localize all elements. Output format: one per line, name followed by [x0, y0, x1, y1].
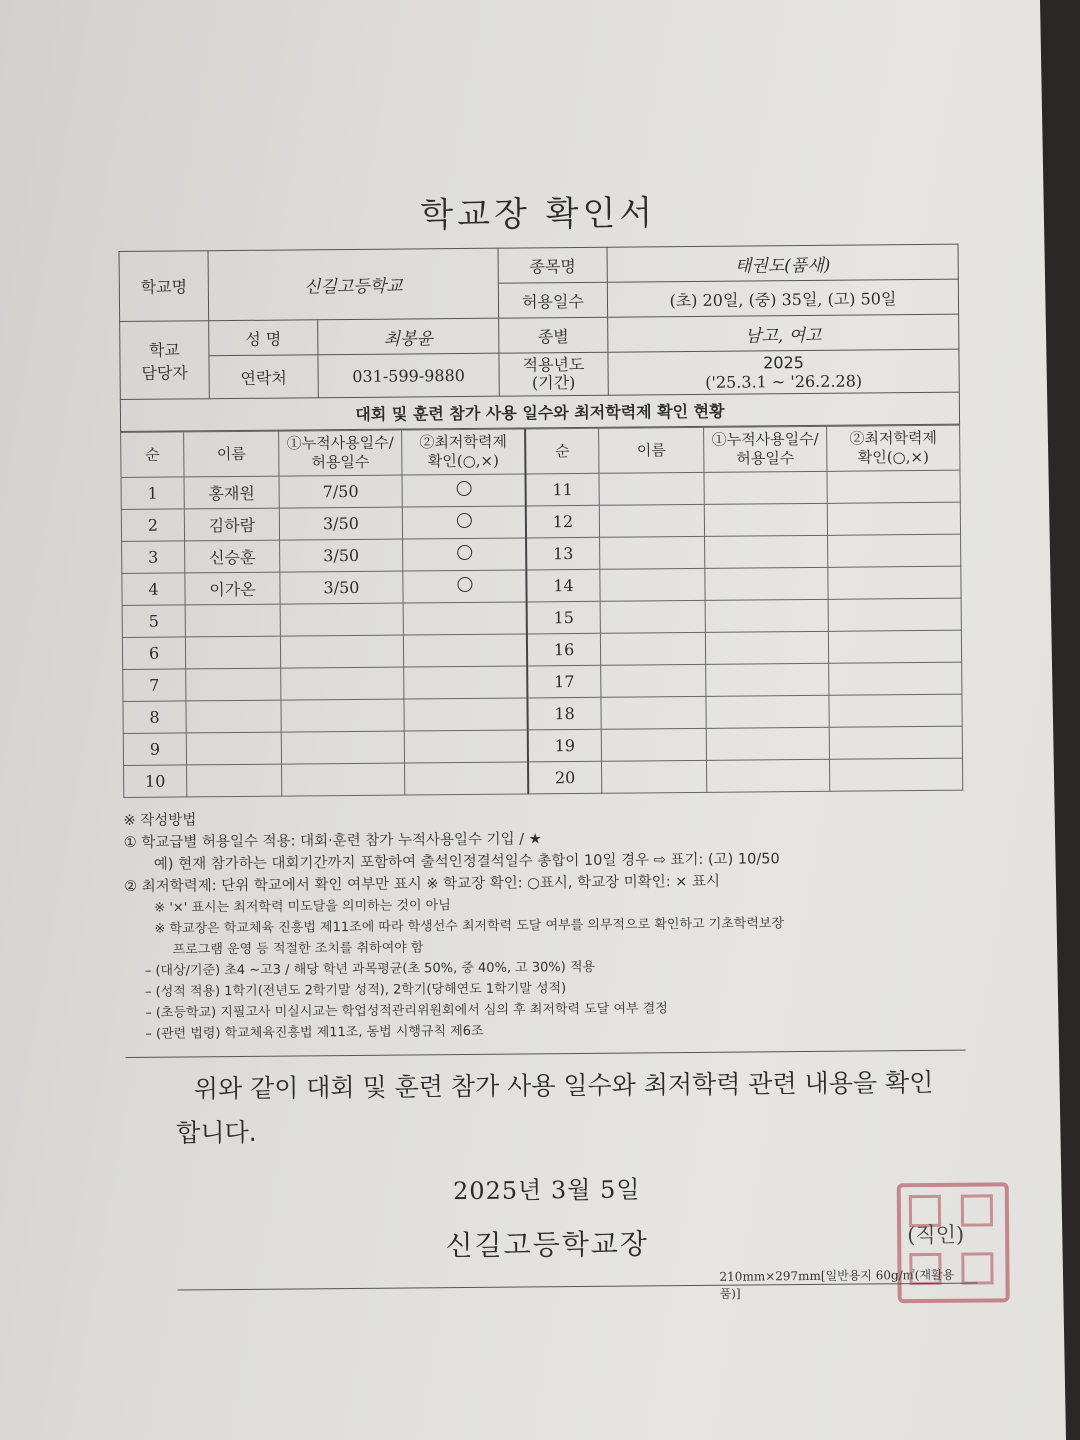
- roster-name-right: [600, 568, 705, 601]
- school-value: 신길고등학교: [208, 248, 499, 321]
- roster-name: [185, 636, 280, 669]
- roster-check: [403, 634, 527, 667]
- roster-days-right: [706, 727, 829, 760]
- roster-name-right: [601, 664, 706, 697]
- col-name: 이름: [184, 431, 279, 477]
- check-circle-icon: [456, 481, 471, 496]
- col-check-right: ②최저학력제 확인(○,×): [827, 425, 960, 471]
- col-name-right: 이름: [599, 427, 704, 473]
- roster-name: 김하람: [184, 508, 279, 541]
- roster-days: 3/50: [280, 539, 403, 572]
- roster-days: 3/50: [280, 571, 403, 604]
- roster-check: [404, 666, 528, 699]
- roster-no-right: 15: [527, 601, 601, 634]
- confirm-text-1: 위와 같이 대회 및 훈련 참가 사용 일수와 최저학력 관련 내용을 확인: [193, 1067, 934, 1104]
- note-1: ① 학교급별 허용일수 적용: 대회·훈련 참가 누적사용일수 기입 / ★: [123, 831, 542, 851]
- roster-header-row: [121, 425, 960, 477]
- roster-no: 10: [124, 765, 187, 798]
- roster-check-right: [829, 662, 962, 695]
- roster-no: 9: [123, 733, 186, 766]
- roster-no-right: 14: [526, 569, 600, 602]
- roster-days-right: [706, 759, 829, 792]
- roster-no: 7: [123, 669, 186, 702]
- year-value: 2025 ('25.3.1 ~ '26.2.28): [608, 349, 959, 395]
- roster-name-right: [600, 536, 705, 569]
- table-row: [124, 758, 963, 797]
- note-2-b2: 프로그램 운영 등 적절한 조치를 취하여야 함: [172, 940, 424, 958]
- roster-check-right: [828, 534, 961, 567]
- roster-days: [281, 699, 404, 732]
- col-days-right: ①누적사용일수/ 허용일수: [704, 426, 827, 472]
- roster-no: 2: [121, 509, 184, 542]
- school-label: 학교명: [119, 251, 209, 322]
- section-title: 대회 및 훈련 참가 사용 일수와 최저학력제 확인 현황: [120, 393, 960, 432]
- info-table: [119, 244, 960, 400]
- roster-no-right: 11: [525, 473, 599, 506]
- contact-label: 연락처: [209, 355, 318, 399]
- roster-no-right: 19: [528, 729, 602, 762]
- roster-check: [403, 602, 527, 635]
- check-circle-icon: [456, 513, 471, 528]
- seal-label: (직인): [907, 1222, 965, 1248]
- roster-name-right: [601, 728, 706, 761]
- roster-check: [402, 474, 526, 507]
- roster-no: 1: [121, 477, 184, 510]
- roster-table: [120, 425, 963, 798]
- notes: [123, 803, 965, 1045]
- roster-no: 4: [122, 573, 185, 606]
- roster-no: 8: [123, 701, 186, 734]
- roster-body: [121, 470, 963, 797]
- confirm-text-2: 합니다.: [176, 1117, 257, 1148]
- detail-4: – (관련 법령) 학교체육진흥법 제11조, 동법 시행규칙 제6조: [145, 1023, 484, 1042]
- roster-no: 6: [122, 637, 185, 670]
- contact-value: 031-599-9880: [318, 353, 499, 398]
- roster-days-right: [706, 663, 829, 696]
- roster-no-right: 18: [527, 697, 601, 730]
- teacher-label: 학교 담당자: [120, 321, 210, 400]
- roster-days: 3/50: [279, 507, 402, 540]
- col-no-right: 순: [525, 428, 599, 474]
- roster-name: [185, 604, 280, 637]
- note-2-b: ※ 학교장은 학교체육 진흥법 제11조에 따라 학생선수 최저학력 도달 여부를 의무적으로 확인하고 기초학력보장: [154, 916, 785, 937]
- roster-check-right: [827, 470, 960, 503]
- roster-days-right: [704, 503, 827, 536]
- col-check: ②최저학력제 확인(○,×): [402, 429, 526, 475]
- roster-days-right: [706, 695, 829, 728]
- document-title: 학교장 확인서: [420, 193, 657, 236]
- roster-name-right: [602, 760, 707, 793]
- roster-days-right: [705, 599, 828, 632]
- name-label: 성 명: [209, 320, 318, 356]
- roster-days: [280, 635, 403, 668]
- roster-check: [404, 698, 528, 731]
- col-days: ①누적사용일수/ 허용일수: [279, 430, 402, 476]
- check-circle-icon: [457, 577, 472, 592]
- roster-name-right: [599, 504, 704, 537]
- roster-no-right: 12: [526, 505, 600, 538]
- roster-name: [186, 732, 281, 765]
- note-2-a: ※ '×' 표시는 최저학력 미도달을 의미하는 것이 아님: [154, 898, 451, 916]
- sport-value: 태권도(품새): [607, 244, 958, 282]
- roster-check: [403, 570, 527, 603]
- divider: [126, 1050, 966, 1058]
- roster-check-right: [829, 726, 962, 759]
- roster-check-right: [828, 598, 961, 631]
- roster-days: [280, 603, 403, 636]
- certificate: [118, 183, 967, 1301]
- roster-days: 7/50: [279, 475, 402, 508]
- sport-label: 종목명: [498, 247, 607, 283]
- roster-name: 홍재원: [184, 476, 279, 509]
- roster-name: 신승훈: [185, 540, 280, 573]
- roster-no-right: 17: [527, 665, 601, 698]
- roster-check: [404, 730, 528, 763]
- roster-days: [281, 731, 404, 764]
- notes-heading: ※ 작성방법: [123, 812, 197, 829]
- roster-no: 5: [122, 605, 185, 638]
- roster-days: [282, 763, 405, 796]
- check-circle-icon: [457, 545, 472, 560]
- roster-check-right: [827, 502, 960, 535]
- allowed-days-value: (초) 20일, (중) 35일, (고) 50일: [607, 279, 958, 317]
- roster-name-right: [600, 632, 705, 665]
- roster-days-right: [705, 535, 828, 568]
- issue-date: 2025년 3월 5일: [452, 1175, 641, 1206]
- principal-name: 신길고등학교장: [445, 1227, 650, 1263]
- year-label: 적용년도 (기간): [499, 352, 608, 396]
- roster-check-right: [829, 694, 962, 727]
- roster-no: 3: [122, 541, 185, 574]
- detail-2: – (성적 적용) 1학기(전년도 2학기말 성적), 2학기(당해연도 1학기말 성적): [144, 981, 567, 1000]
- allowed-days-label: 허용일수: [498, 282, 607, 318]
- roster-check: [405, 762, 529, 795]
- roster-check: [403, 538, 527, 571]
- roster-no-right: 20: [528, 761, 602, 794]
- roster-days: [281, 667, 404, 700]
- roster-name-right: [600, 600, 705, 633]
- roster-name: 이가온: [185, 572, 280, 605]
- note-2: ② 최저학력제: 단위 학교에서 확인 여부만 표시 ※ 학교장 확인: ○표시, 학교장 미확인: × 표시: [124, 873, 721, 895]
- roster-check: [402, 506, 526, 539]
- note-1-example: 예) 현재 참가하는 대회기간까지 포함하여 출석인정결석일수 총합이 10일 경우 ⇨ 표기: (고) 10/50: [153, 851, 780, 873]
- roster-no-right: 13: [526, 537, 600, 570]
- roster-days-right: [705, 567, 828, 600]
- roster-name-right: [601, 696, 706, 729]
- roster-days-right: [704, 471, 827, 504]
- detail-3: – (초등학교) 지필고사 미실시교는 학업성적관리위원회에서 심의 후 최저학력 도달 여부 결정: [145, 1001, 668, 1021]
- col-no: 순: [121, 432, 184, 478]
- paper-spec: 210mm×297mm[일반용지 60g/㎡(재활용품)]: [719, 1267, 955, 1301]
- roster-name: [186, 700, 281, 733]
- roster-check-right: [828, 630, 961, 663]
- gender-label: 종별: [499, 317, 608, 353]
- roster-name: [187, 764, 282, 797]
- roster-name: [186, 668, 281, 701]
- gender-value: 남고, 여고: [608, 314, 959, 352]
- roster-check-right: [828, 566, 961, 599]
- name-value: 최봉윤: [318, 318, 499, 355]
- roster-no-right: 16: [527, 633, 601, 666]
- roster-days-right: [705, 631, 828, 664]
- roster-name-right: [599, 472, 704, 505]
- roster-check-right: [829, 758, 962, 791]
- detail-1: – (대상/기준) 초4 ~고3 / 해당 학년 과목평균(초 50%, 중 40%, 고 30%) 적용: [144, 959, 596, 979]
